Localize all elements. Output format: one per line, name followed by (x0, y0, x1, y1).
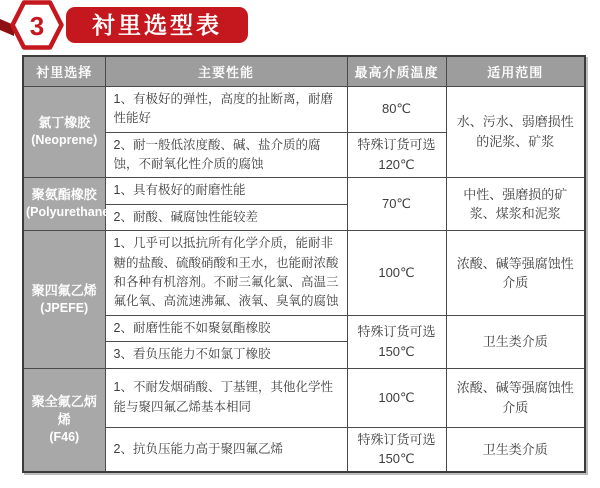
material-name: 聚氨酯橡胶 (31, 187, 97, 203)
table-row (23, 231, 585, 316)
material-name-en: (Neoprene) (31, 133, 98, 148)
material-cell-neoprene (23, 86, 105, 178)
table-row (23, 427, 585, 472)
material-name-en: (JPEFE) (40, 300, 89, 315)
performance-cell: 1、不耐发烟硝酸、丁基锂，其他化学性能与聚四氟乙烯基本相同 (105, 368, 347, 427)
header-lining-choice: 衬里选择 (23, 56, 105, 86)
material-cell-polyurethane (23, 178, 114, 231)
material-name-en: (F46) (49, 430, 80, 445)
title-banner (66, 7, 248, 43)
range-cell: 中性、强磨损的矿浆、煤浆和泥浆 (446, 178, 585, 231)
header-applicable-range: 适用范围 (446, 56, 585, 86)
page-title: 衬里选型表 (92, 11, 222, 38)
performance-cell: 1、具有极好的耐磨性能 (105, 178, 347, 204)
range-cell: 浓酸、碱等强腐蚀性介质 (446, 231, 585, 316)
temperature-cell: 70℃ (347, 178, 446, 231)
temperature-cell: 特殊订货可选150℃ (347, 316, 446, 369)
performance-cell: 2、耐酸、碱腐蚀性能较差 (105, 204, 347, 230)
table-row (23, 368, 585, 427)
material-name: 聚全氟乙炳烯 (31, 393, 97, 427)
performance-cell: 2、耐一般低浓度酸、碱、盐介质的腐蚀，不耐氧化性介质的腐蚀 (105, 132, 347, 178)
range-cell: 卫生类介质 (446, 316, 585, 369)
table-row (23, 86, 585, 132)
temperature-cell: 100℃ (347, 368, 446, 427)
title-area (0, 0, 600, 52)
temperature-cell: 100℃ (347, 231, 446, 316)
range-cell: 卫生类介质 (446, 427, 585, 472)
table-row (23, 178, 585, 204)
material-cell-ptfe (23, 231, 105, 369)
range-cell: 水、污水、弱磨损性的泥浆、矿浆 (446, 86, 585, 178)
temperature-cell: 特殊订货可选150℃ (347, 427, 446, 472)
table-header-row (23, 56, 585, 86)
hexagon-number-badge (10, 0, 64, 50)
material-cell-f46 (23, 368, 105, 472)
performance-cell: 2、抗负压能力高于聚四氟乙烯 (105, 427, 347, 472)
performance-cell: 1、有极好的弹性，高度的扯断离，耐磨性能好 (105, 86, 347, 132)
material-name: 氯丁橡胶 (38, 115, 91, 131)
lining-selection-table (22, 55, 586, 473)
temperature-cell: 80℃ (347, 86, 446, 132)
range-cell: 浓酸、碱等强腐蚀性介质 (446, 368, 585, 427)
performance-cell: 2、耐磨性能不如聚氨酯橡胶 (105, 316, 347, 342)
header-main-performance: 主要性能 (105, 56, 347, 86)
header-max-temp: 最高介质温度 (347, 56, 446, 86)
badge-number: 3 (29, 11, 45, 41)
material-name-en: (Polyurethane) (26, 205, 114, 220)
table-row (23, 316, 585, 342)
performance-cell: 3、看负压能力不如氯丁橡胶 (105, 342, 347, 368)
performance-cell: 1、几乎可以抵抗所有化学介质，能耐非糖的盐酸、硫酸硝酸和王水，也能耐浓酸和各种有机溶剂。不耐三氟化氯、高温三氟化氧、高流速沸氟、液氧、臭氧的腐蚀 (105, 231, 347, 316)
temperature-cell: 特殊订货可选120℃ (347, 132, 446, 178)
material-name: 聚四氟乙烯 (31, 282, 97, 298)
